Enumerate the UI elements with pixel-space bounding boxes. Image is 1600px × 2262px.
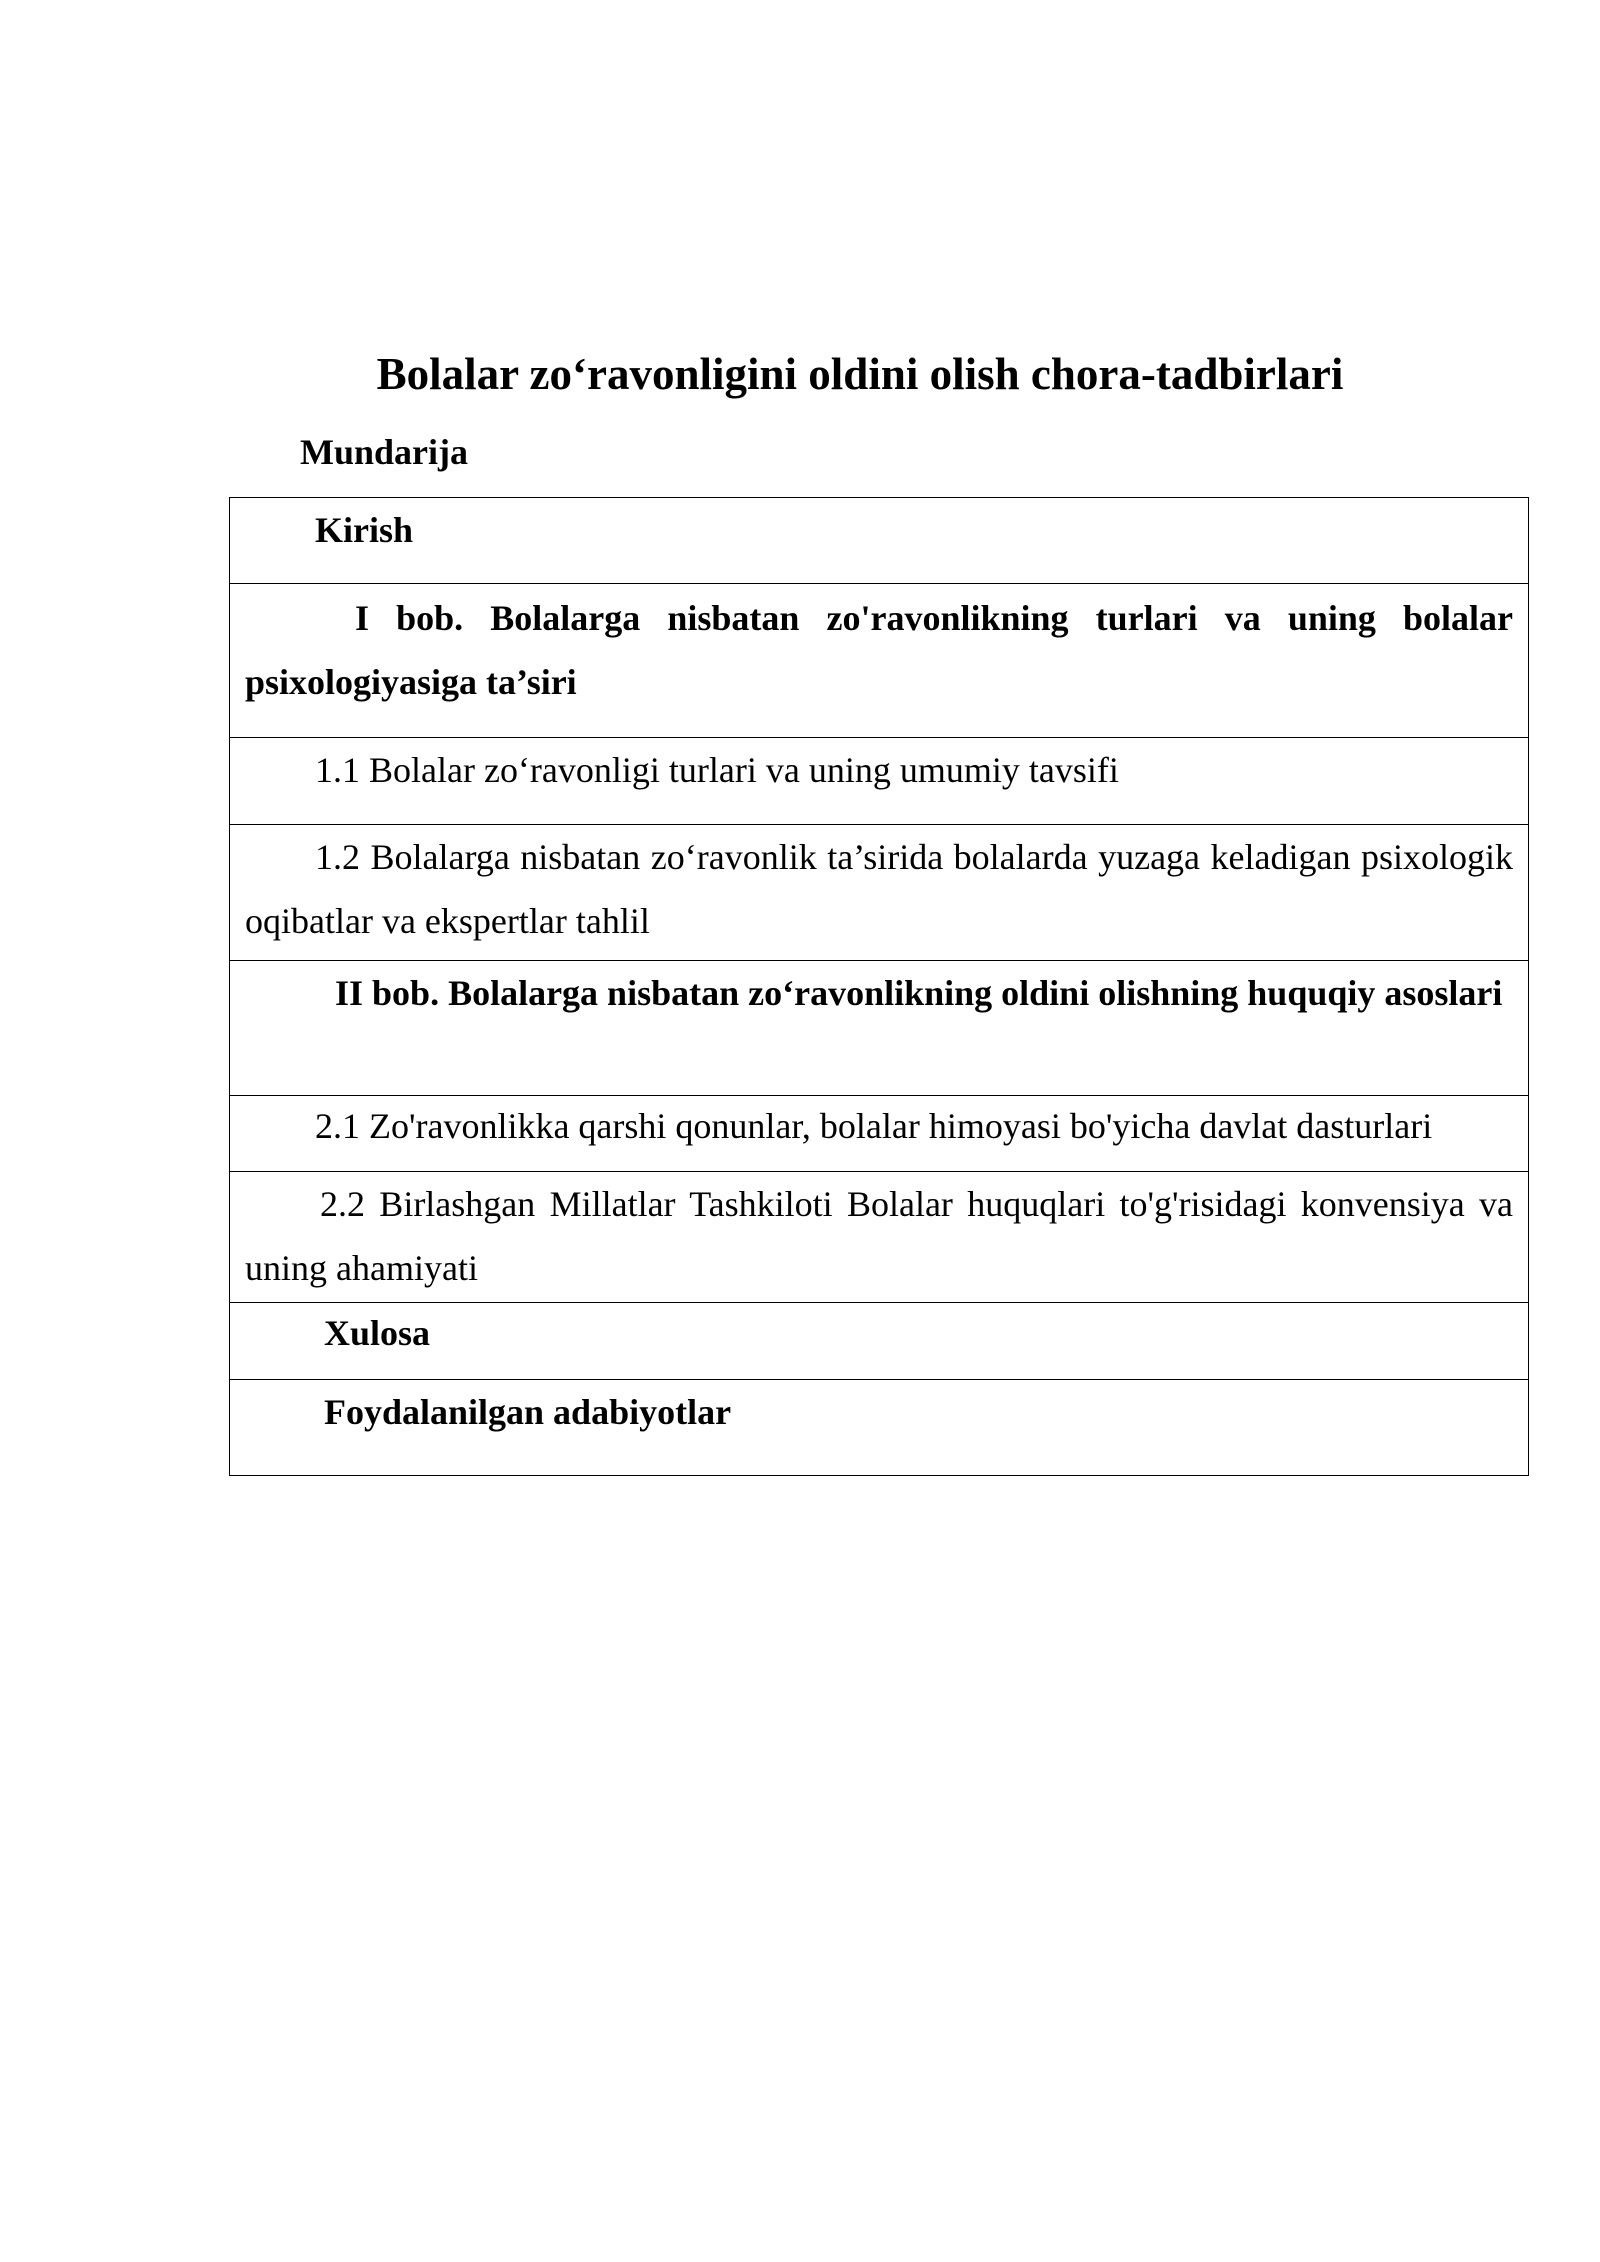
toc-row-chapter-2 xyxy=(229,961,1529,1096)
toc-row-section-1-1 xyxy=(229,738,1529,825)
toc-item-section-2-1: 2.1 Zo'ravonlikka qarshi qonunlar, bolalar himoyasi bo'yicha davlat dasturlari xyxy=(315,1106,1433,1146)
toc-row-chapter-1 xyxy=(229,584,1529,738)
toc-item-conclusion: Xulosa xyxy=(324,1313,431,1353)
toc-item-references: Foydalanilgan adabiyotlar xyxy=(324,1392,732,1432)
toc-item-chapter-2: II bob. Bolalarga nisbatan zo‘ravonlikning oldini olishning huquqiy asoslari xyxy=(335,973,1503,1013)
toc-item-section-2-2: 2.2 Birlashgan Millatlar Tashkiloti Bolalar huquqlari to'g'risidagi konvensiya va uning ahamiyati xyxy=(245,1184,1513,1288)
toc-item-section-1-2: 1.2 Bolalarga nisbatan zo‘ravonlik ta’sirida bolalarda yuzaga keladigan psixologik oqibatlar va ekspertlar tahlil xyxy=(245,837,1513,941)
toc-row-section-1-2 xyxy=(229,825,1529,961)
toc-row-conclusion xyxy=(229,1303,1529,1380)
page-title: Bolalar zo‘ravonligini oldini olish chora-tadbirlari xyxy=(376,349,1344,399)
toc-item-chapter-1: I bob. Bolalarga nisbatan zo'ravonlikning turlari va uning bolalar psixologiyasiga ta’siri xyxy=(245,598,1513,702)
toc-row-section-2-2 xyxy=(229,1172,1529,1303)
toc-table xyxy=(229,497,1529,1476)
toc-row-section-2-1 xyxy=(229,1096,1529,1172)
toc-row-intro xyxy=(229,498,1529,584)
toc-heading: Mundarija xyxy=(300,432,469,472)
toc-item-intro: Kirish xyxy=(315,510,414,550)
toc-item-section-1-1: 1.1 Bolalar zo‘ravonligi turlari va uning umumiy tavsifi xyxy=(315,750,1119,790)
toc-row-references xyxy=(229,1380,1529,1476)
